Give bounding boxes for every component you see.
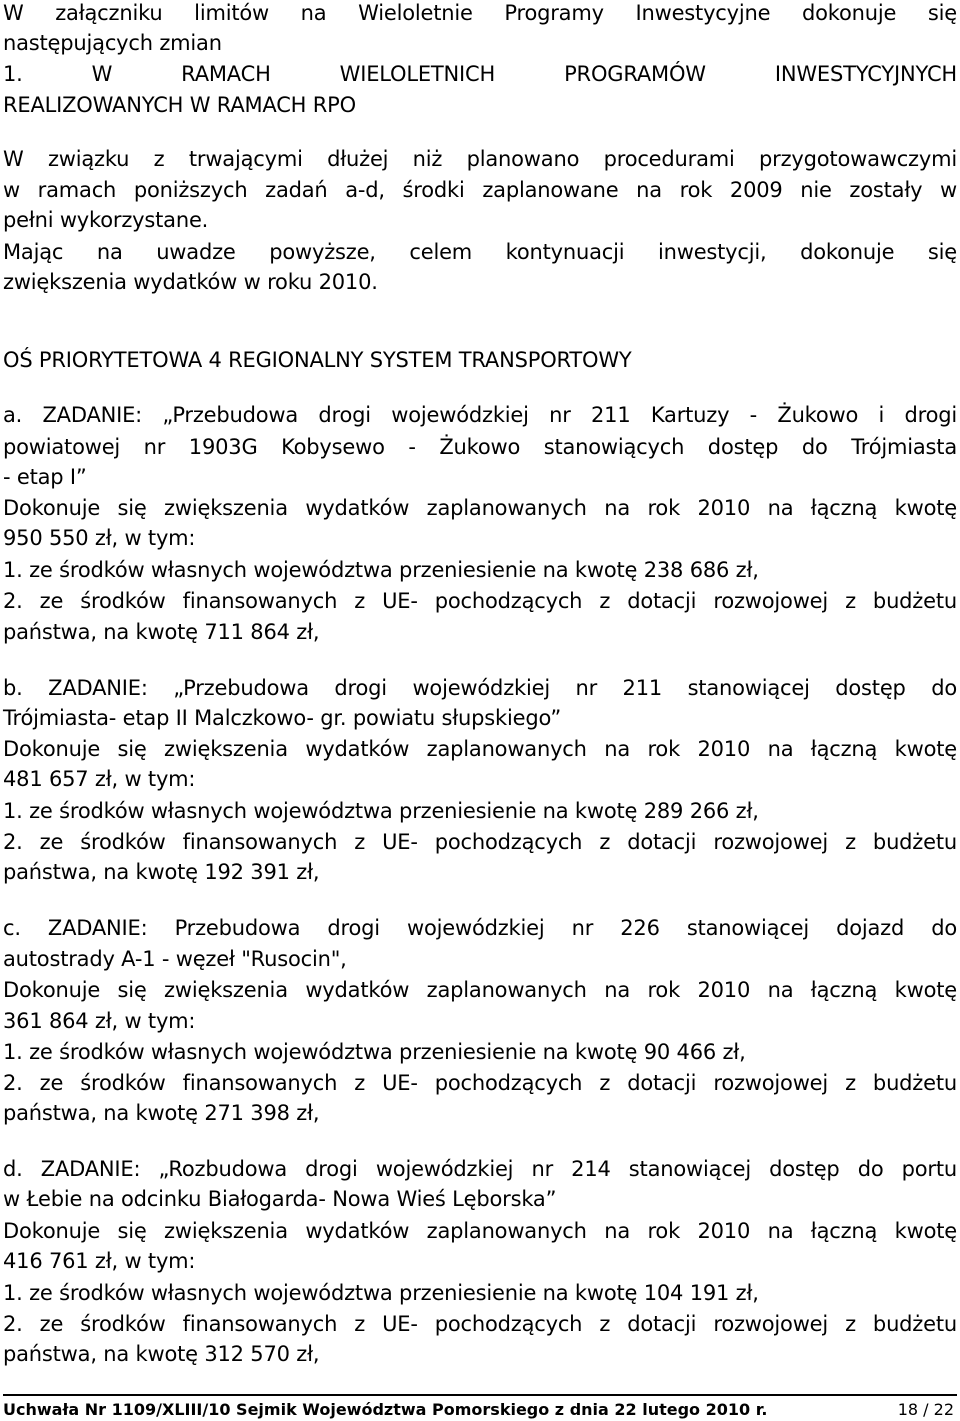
section-heading: 1. W RAMACH WIELOLETNICH PROGRAMÓW INWESTYCYJNYCH [3,62,957,86]
task-d-line: 1. ze środków własnych województwa przeniesienie na kwotę 104 191 zł, [3,1281,759,1305]
page-number: 18 / 22 [897,1400,954,1419]
paragraph-line: W związku z trwającymi dłużej niż planowano procedurami przygotowawczymi [3,147,957,171]
task-c-line: autostrady A-1 - węzeł "Rusocin", [3,947,347,971]
task-c-line: 1. ze środków własnych województwa przeniesienie na kwotę 90 466 zł, [3,1040,746,1064]
task-c-amount: 361 864 zł, w tym: [3,1009,196,1033]
task-a-line: państwa, na kwotę 711 864 zł, [3,620,320,644]
task-b-line: państwa, na kwotę 192 391 zł, [3,860,320,884]
task-a-line: 2. ze środków finansowanych z UE- pochodzących z dotacji rozwojowej z budżetu [3,589,957,613]
task-b-line: Dokonuje się zwiększenia wydatków zaplanowanych na rok 2010 na łączną kwotę [3,737,957,761]
task-a-line: Dokonuje się zwiększenia wydatków zaplanowanych na rok 2010 na łączną kwotę [3,496,957,520]
intro-line: następujących zmian [3,31,222,55]
task-d-line: państwa, na kwotę 312 570 zł, [3,1342,320,1366]
paragraph-line: pełni wykorzystane. [3,208,209,232]
intro-line: W załączniku limitów na Wieloletnie Programy Inwestycyjne dokonuje się [3,1,957,25]
task-b-line: b. ZADANIE: „Przebudowa drogi wojewódzkiej nr 211 stanowiącej dostęp do [3,676,957,700]
section-heading: REALIZOWANYCH W RAMACH RPO [3,93,356,117]
task-a-amount: 950 550 zł, w tym: [3,526,196,550]
task-c-line: c. ZADANIE: Przebudowa drogi wojewódzkiej nr 226 stanowiącej dojazd do [3,916,957,940]
axis-heading: OŚ PRIORYTETOWA 4 REGIONALNY SYSTEM TRANSPORTOWY [3,348,632,372]
task-d-line: 2. ze środków finansowanych z UE- pochodzących z dotacji rozwojowej z budżetu [3,1312,957,1336]
footer-resolution: Uchwała Nr 1109/XLIII/10 Sejmik Województwa Pomorskiego z dnia 22 lutego 2010 r. [3,1400,768,1419]
footer-rule [3,1394,957,1396]
paragraph-line: zwiększenia wydatków w roku 2010. [3,270,378,294]
task-d-line: d. ZADANIE: „Rozbudowa drogi wojewódzkiej nr 214 stanowiącej dostęp do portu [3,1157,957,1181]
task-b-line: 1. ze środków własnych województwa przeniesienie na kwotę 289 266 zł, [3,799,759,823]
task-c-line: państwa, na kwotę 271 398 zł, [3,1101,320,1125]
task-b-line: Trójmiasta- etap II Malczkowo- gr. powiatu słupskiego” [3,706,562,730]
task-a-line: a. ZADANIE: „Przebudowa drogi wojewódzkiej nr 211 Kartuzy - Żukowo i drogi [3,403,957,427]
task-c-line: 2. ze środków finansowanych z UE- pochodzących z dotacji rozwojowej z budżetu [3,1071,957,1095]
task-d-line: Dokonuje się zwiększenia wydatków zaplanowanych na rok 2010 na łączną kwotę [3,1219,957,1243]
task-a-line: powiatowej nr 1903G Kobysewo - Żukowo stanowiących dostęp do Trójmiasta [3,435,957,459]
task-a-line: 1. ze środków własnych województwa przeniesienie na kwotę 238 686 zł, [3,558,759,582]
paragraph-line: Mając na uwadze powyższe, celem kontynuacji inwestycji, dokonuje się [3,240,957,264]
task-b-amount: 481 657 zł, w tym: [3,767,196,791]
task-d-amount: 416 761 zł, w tym: [3,1249,196,1273]
paragraph-line: w ramach poniższych zadań a-d, środki zaplanowane na rok 2009 nie zostały w [3,178,957,202]
task-c-line: Dokonuje się zwiększenia wydatków zaplanowanych na rok 2010 na łączną kwotę [3,978,957,1002]
task-b-line: 2. ze środków finansowanych z UE- pochodzących z dotacji rozwojowej z budżetu [3,830,957,854]
task-a-line: - etap I” [3,465,87,489]
task-d-line: w Łebie na odcinku Białogarda- Nowa Wieś Lęborska” [3,1187,557,1211]
